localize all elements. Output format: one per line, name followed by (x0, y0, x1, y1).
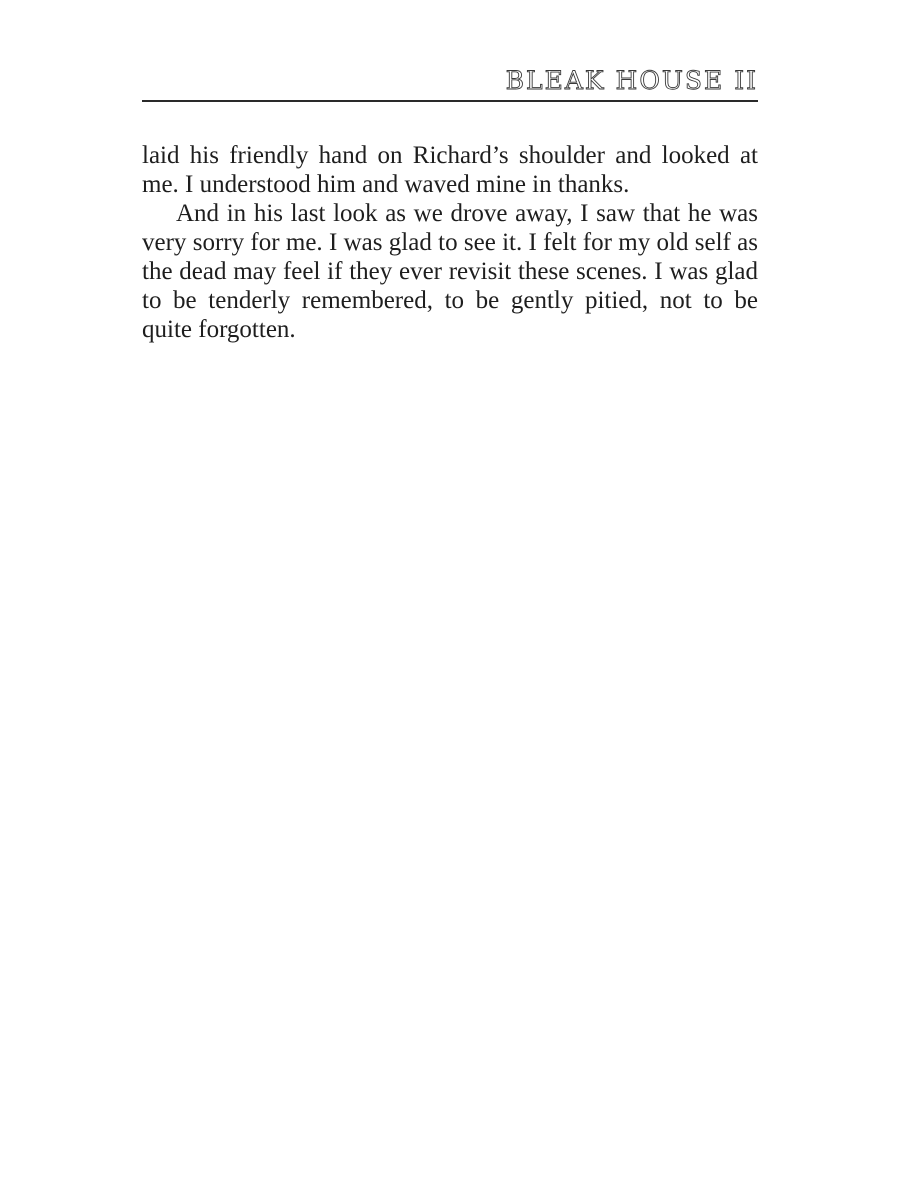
header-rule (142, 100, 758, 102)
body-text (142, 141, 758, 344)
paragraph-continued: laid his friendly hand on Richard’s shoulder and looked at me. I understood him and waved mine in thanks. (142, 142, 758, 198)
paragraph: And in his last look as we drove away, I saw that he was very sorry for me. I was glad to see it. I felt for my old self as the dead may feel if they ever revisit these scenes. I was glad to be tenderly remembered, to be gently pitied, not to be quite forgotten. (142, 200, 758, 343)
running-header-title: BLEAK HOUSE II (505, 66, 758, 95)
